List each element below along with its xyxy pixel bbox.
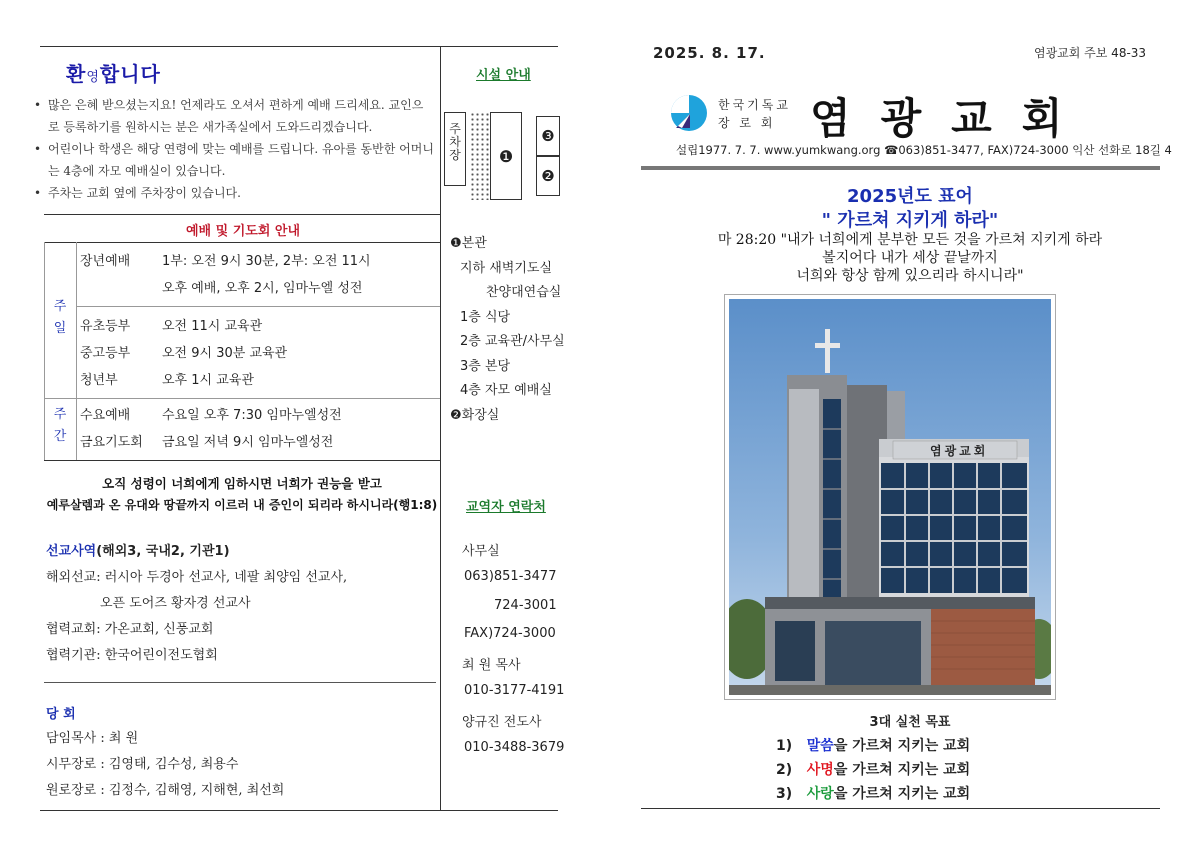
bullet-item: • 어린이나 학생은 해당 연령에 맞는 예배를 드립니다. 유아를 동반한 어머니는 4층에 자모 예배실이 있습니다. [34, 138, 434, 182]
church-photo [724, 294, 1056, 700]
bulletin-date: 2025. 8. 17. [653, 44, 766, 62]
contact-line: 최 원 목사 [462, 658, 521, 673]
worship-top-rule [44, 214, 440, 215]
facility-list: ❶본관 지하 새벽기도실 찬양대연습실 1층 식당 2층 교육관/사무실 3층 본당 4층 자모 예배실 ❷화장실 [450, 236, 565, 423]
contact-line: 063)851-3477 [464, 569, 557, 584]
church-info: 설립1977. 7. 7. www.yumkwang.org ☎063)851-3477, FAX)724-3000 익산 선화로 18길 4 [676, 143, 1172, 157]
scripture-line: 마 28:20 "내가 너희에게 분부한 모든 것을 가르쳐 지키게 하라 [717, 232, 1103, 248]
contact-line: FAX)724-3000 [464, 626, 556, 641]
column-divider [440, 46, 441, 810]
welcome-bullets [34, 94, 434, 204]
road-dots [470, 112, 490, 200]
worship-time: 수요일 오후 7:30 임마누엘성전 [162, 408, 342, 423]
goals-title: 3대 실천 목표 [869, 715, 951, 730]
weekday-label: 주 간 [53, 407, 67, 444]
bullet-item: • 주차는 교회 옆에 주차장이 있습니다. [34, 182, 434, 204]
contact-line: 양규진 전도사 [462, 715, 542, 730]
verse-line-1: 오직 성령이 너희에게 임하시면 너희가 권능을 받고 [102, 476, 382, 491]
worship-name: 금요기도회 [80, 435, 143, 450]
contacts-title: 교역자 연락처 [466, 500, 546, 515]
church-name: 염광교회 [810, 94, 1093, 143]
restroom-box: ❷ [536, 156, 560, 196]
goal-item: 2) 사명을 가르쳐 지키는 교회 [776, 762, 971, 778]
building-3-box: ❸ [536, 116, 560, 156]
council-title: 당 회 [46, 707, 76, 722]
parking-box: 주 차 장 [444, 112, 466, 186]
mission-title: 선교사역(해외3, 국내2, 기관1) [46, 544, 230, 559]
contact-line: 010-3177-4191 [464, 683, 565, 698]
worship-time: 오후 예배, 오후 2시, 임마누엘 성전 [162, 281, 363, 296]
worship-time: 1부: 오전 9시 30분, 2부: 오전 11시 [162, 254, 371, 269]
mission-line: 오픈 도어즈 황자경 선교사 [100, 596, 251, 611]
building-sign: 염광교회 [930, 444, 989, 458]
sunday-label: 주 일 [53, 299, 67, 336]
header-rule [641, 166, 1160, 170]
worship-time: 오전 9시 30분 교육관 [162, 346, 288, 361]
main-building-box: ❶ [490, 112, 522, 200]
denomination-2: 장 로 회 [718, 116, 776, 130]
worship-label-col [76, 242, 77, 460]
worship-time: 금요일 저녁 9시 임마누엘성전 [162, 435, 334, 450]
bottom-rule [40, 810, 558, 811]
denomination-1: 한국기독교 [718, 98, 791, 112]
worship-name: 수요예배 [80, 408, 131, 423]
facility-title: 시설 안내 [476, 68, 531, 83]
worship-left-border [44, 242, 45, 460]
worship-name: 중고등부 [80, 346, 131, 361]
worship-name: 장년예배 [80, 254, 131, 269]
council-line: 원로장로 : 김정수, 김해영, 지해현, 최선희 [46, 783, 285, 798]
mission-line: 해외선교: 러시아 두경아 선교사, 네팔 최양임 선교사, [46, 570, 348, 585]
mission-line: 협력교회: 가온교회, 신풍교회 [46, 622, 214, 637]
goal-item: 3) 사랑을 가르쳐 지키는 교회 [776, 786, 971, 802]
contact-line: 010-3488-3679 [464, 740, 565, 755]
council-line: 담임목사 : 최 원 [46, 731, 139, 746]
mission-rule [44, 682, 436, 683]
worship-name: 청년부 [80, 373, 118, 388]
footer-rule [641, 808, 1160, 809]
worship-row-rule [76, 306, 440, 307]
verse-line-2: 예루살렘과 온 유대와 땅끝까지 이르러 내 증인이 되리라 하시니라(행1:8) [46, 498, 438, 512]
worship-row-rule [44, 398, 440, 399]
bullet-item: • 많은 은혜 받으셨는지요! 언제라도 오셔서 편하게 예배 드리세요. 교인으로 등록하기를 원하시는 분은 새가족실에서 도와드리겠습니다. [34, 94, 434, 138]
bulletin-issue: 염광교회 주보 48-33 [1034, 46, 1147, 60]
motto: " 가르쳐 지키게 하라" [821, 210, 999, 231]
worship-header-rule [44, 242, 440, 243]
worship-bottom-rule [44, 460, 440, 461]
scripture-line: 볼지어다 내가 세상 끝날까지 [822, 250, 998, 266]
motto-year: 2025년도 표어 [847, 186, 973, 207]
worship-time: 오후 1시 교육관 [162, 373, 254, 388]
goal-item: 1) 말씀을 가르쳐 지키는 교회 [776, 738, 971, 754]
scripture-line: 너희와 항상 함께 있으리라 하시니라" [796, 268, 1024, 284]
welcome-title: 환영합니다 [66, 62, 161, 86]
council-line: 시무장로 : 김영태, 김수성, 최용수 [46, 757, 239, 772]
worship-name: 유초등부 [80, 319, 131, 334]
worship-time: 오전 11시 교육관 [162, 319, 263, 334]
worship-title: 예배 및 기도회 안내 [186, 224, 301, 239]
top-rule [40, 46, 558, 47]
contact-line: 사무실 [462, 544, 500, 559]
contact-line: 724-3001 [494, 598, 557, 613]
mission-line: 협력기관: 한국어린이전도협회 [46, 648, 218, 663]
church-logo-icon [670, 94, 708, 132]
